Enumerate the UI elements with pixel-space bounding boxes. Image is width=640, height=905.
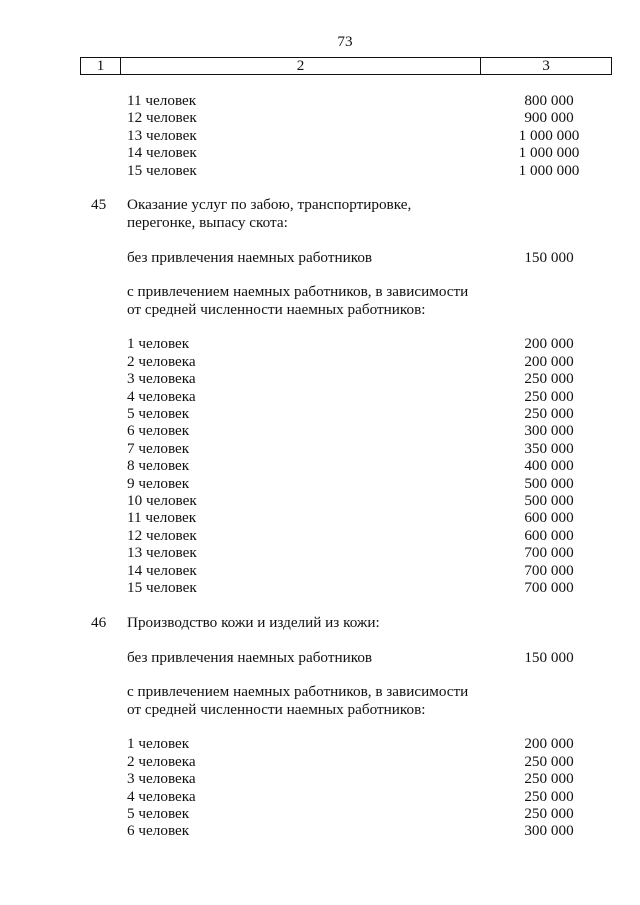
- row-label: 14 человек: [127, 561, 197, 579]
- row-value: 250 000: [524, 805, 574, 823]
- row-value: 150 000: [524, 248, 574, 266]
- headcount-row: [80, 735, 620, 752]
- row-value: 250 000: [524, 770, 574, 788]
- headcount-row: [80, 579, 620, 596]
- headcount-row: [80, 822, 620, 839]
- item-title-line: [80, 214, 620, 231]
- without-hired-row: [80, 649, 620, 666]
- blank-line: [80, 718, 620, 735]
- row-label: 11 человек: [127, 92, 197, 109]
- row-label: 5 человек: [127, 805, 190, 823]
- headcount-row: [80, 805, 620, 822]
- row-value: 1 000 000: [518, 144, 580, 162]
- row-value: 1 000 000: [518, 126, 580, 144]
- item-number: 45: [91, 196, 107, 214]
- row-value: 700 000: [524, 544, 574, 562]
- row-value: 900 000: [524, 109, 574, 127]
- row-label: 7 человек: [127, 439, 190, 457]
- headcount-row: [80, 753, 620, 770]
- row-value: 250 000: [524, 387, 574, 405]
- item-title-line: [80, 196, 620, 213]
- headcount-row: [80, 527, 620, 544]
- row-value: 250 000: [524, 405, 574, 423]
- row-label: 6 человек: [127, 422, 190, 440]
- headcount-row: [80, 562, 620, 579]
- row-label: 6 человек: [127, 822, 190, 840]
- row-value: 250 000: [524, 787, 574, 805]
- page-number: 73: [337, 33, 353, 50]
- headcount-row: [80, 335, 620, 352]
- row-value: 350 000: [524, 439, 574, 457]
- item-title-line: [80, 614, 620, 631]
- with-hired-line: от средней численности наемных работников:: [127, 300, 426, 318]
- row-label: 2 человека: [127, 752, 196, 770]
- row-label: 8 человек: [127, 457, 190, 475]
- row-label: 15 человек: [127, 161, 197, 179]
- blank-line: [80, 179, 620, 196]
- without-hired-row: [80, 249, 620, 266]
- row-label: 15 человек: [127, 578, 197, 596]
- row-label: 13 человек: [127, 544, 197, 562]
- headcount-row: [80, 788, 620, 805]
- row-label: 2 человека: [127, 352, 196, 370]
- row-value: 500 000: [524, 474, 574, 492]
- row-label: 1 человек: [127, 335, 190, 353]
- blank-line: [80, 666, 620, 683]
- table-header-row: [80, 57, 612, 75]
- row-label: 11 человек: [127, 509, 197, 527]
- column-header-3: 3: [542, 57, 550, 74]
- blank-line: [80, 231, 620, 248]
- row-value: 200 000: [524, 735, 574, 753]
- row-label: 13 человек: [127, 126, 197, 144]
- blank-line: [80, 318, 620, 335]
- row-label: 9 человек: [127, 474, 190, 492]
- row-label: 12 человек: [127, 526, 197, 544]
- row-value: 700 000: [524, 578, 574, 596]
- headcount-row: [80, 475, 620, 492]
- blank-line: [80, 631, 620, 648]
- row-value: 150 000: [524, 648, 574, 666]
- blank-line: [80, 596, 620, 613]
- row-value: 600 000: [524, 509, 574, 527]
- headcount-row: [80, 440, 620, 457]
- headcount-row: [80, 388, 620, 405]
- row-value: 300 000: [524, 822, 574, 840]
- headcount-row: [80, 492, 620, 509]
- blank-line: [80, 266, 620, 283]
- row-label: 4 человека: [127, 787, 196, 805]
- continuation-row: [80, 92, 620, 109]
- row-label: 14 человек: [127, 144, 197, 162]
- headcount-row: [80, 405, 620, 422]
- headcount-row: [80, 370, 620, 387]
- with-hired-line: от средней численности наемных работников:: [127, 700, 426, 718]
- row-label: 3 человека: [127, 370, 196, 388]
- row-label: без привлечения наемных работников: [127, 648, 373, 666]
- row-label: 3 человека: [127, 770, 196, 788]
- continuation-row: [80, 162, 620, 179]
- document-body: [80, 92, 620, 840]
- row-value: 250 000: [524, 370, 574, 388]
- with-hired-line: с привлечением наемных работников, в зависимости: [127, 283, 469, 301]
- item-title-text: перегонке, выпасу скота:: [127, 213, 288, 231]
- headcount-row: [80, 509, 620, 526]
- row-label: 10 человек: [127, 491, 197, 509]
- row-value: 500 000: [524, 491, 574, 509]
- with-hired-line: с привлечением наемных работников, в зависимости: [127, 683, 469, 701]
- row-label: 12 человек: [127, 109, 197, 127]
- headcount-row: [80, 544, 620, 561]
- row-value: 200 000: [524, 352, 574, 370]
- headcount-row: [80, 457, 620, 474]
- headcount-row: [80, 353, 620, 370]
- row-label: без привлечения наемных работников: [127, 248, 373, 266]
- row-label: 5 человек: [127, 405, 190, 423]
- column-header-1: 1: [81, 58, 121, 74]
- item-title-text: Производство кожи и изделий из кожи:: [127, 613, 380, 631]
- row-value: 800 000: [524, 92, 574, 109]
- row-value: 250 000: [524, 752, 574, 770]
- headcount-row: [80, 770, 620, 787]
- row-value: 200 000: [524, 335, 574, 353]
- row-value: 300 000: [524, 422, 574, 440]
- item-number: 46: [91, 613, 107, 631]
- item-title-text: Оказание услуг по забою, транспортировке,: [127, 196, 412, 214]
- row-value: 400 000: [524, 457, 574, 475]
- column-header-2: 2: [121, 58, 481, 74]
- row-label: 4 человека: [127, 387, 196, 405]
- headcount-row: [80, 422, 620, 439]
- continuation-row: [80, 144, 620, 161]
- row-value: 1 000 000: [518, 161, 580, 179]
- row-label: 1 человек: [127, 735, 190, 753]
- continuation-row: [80, 127, 620, 144]
- row-value: 700 000: [524, 561, 574, 579]
- row-value: 600 000: [524, 526, 574, 544]
- continuation-row: [80, 109, 620, 126]
